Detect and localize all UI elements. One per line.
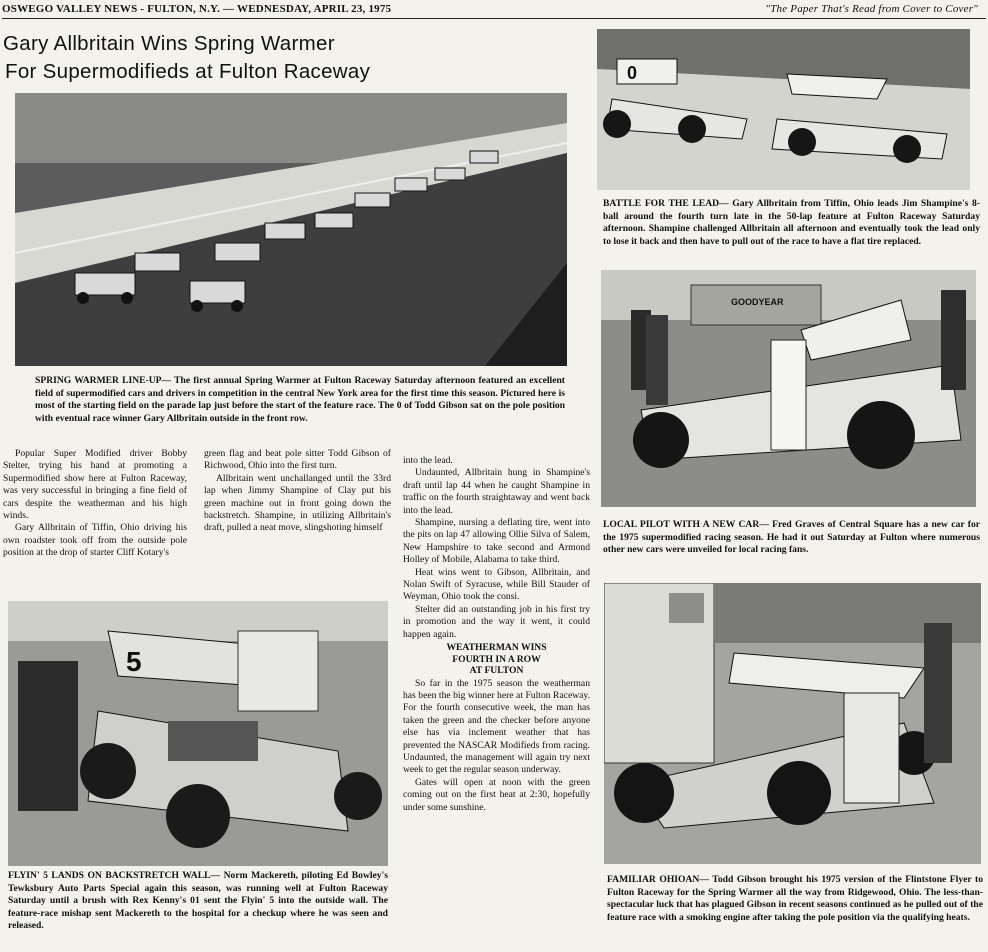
masthead-slogan: "The Paper That's Read from Cover to Cover" (765, 3, 978, 15)
caption-flyin-5 (8, 870, 388, 933)
battle-car-number: 0 (627, 63, 638, 83)
article-paragraph: green flag and beat pole sitter Todd Gibson of Richwood, Ohio into the first turn. (204, 448, 391, 472)
subhead-line: FOURTH IN A ROW (452, 653, 541, 665)
article-paragraph: Undaunted, Allbritain hung in Shampine's draft until lap 44 when he caught Shampine in traffic on the fourth straightaway and went back into the lead. (403, 467, 590, 516)
caption-lineup (35, 375, 565, 425)
caption-pilot-text: Fred Graves of Central Square has a new car for the 1975 supermodified racing season. He had it out Saturday at Fulton where numerous other new cars were unveiled for local racing fans. (603, 519, 980, 555)
caption-flyin-lead: FLYIN' 5 LANDS ON BACKSTRETCH WALL— (8, 870, 221, 881)
article-subhead (403, 642, 590, 677)
article-paragraph: Allbritain went unchallanged until the 33rd lap when Jimmy Shampine of Clay put his green machine out in front going down the backstretch. Shampine, in utilizing Allbritain's draft, pulled a neat move, slingshoting himself (204, 472, 391, 534)
article-paragraph: Gates will open at noon with the green coming out on the first heat at 2:30, hopefully under some sunshine. (403, 776, 590, 813)
caption-ohioan-lead: FAMILIAR OHIOAN— (607, 874, 709, 885)
article-paragraph: Shampine, nursing a deflating tire, went into the pits on lap 47 allowing Ollie Silva of Salem, New Hampshire to take second and Armond Holley of Mobile, Alabama to take third. (403, 517, 590, 566)
article-column-3 (403, 455, 590, 814)
article-paragraph: So far in the 1975 season the weatherman has been the big winner here at Fulton Raceway. For the fourth consecutive week, the man has taken the green and the checker before anyone else has via inclement weather that has prevented the NASCAR Modifieds from racing. Undaunted, the management will again try next week to get the regular season underway. (403, 677, 590, 776)
article-paragraph: into the lead. (403, 455, 453, 466)
masthead-dateline: OSWEGO VALLEY NEWS - FULTON, N.Y. — WEDNESDAY, APRIL 23, 1975 (2, 3, 392, 15)
photo-familiar-ohioan (604, 583, 981, 864)
caption-lineup-lead: SPRING WARMER LINE-UP— (35, 375, 172, 386)
caption-battle-text: Gary Allbritain from Tiffin, Ohio leads Jim Shampine's 8-ball around the fourth turn late in the 50-lap feature at Fulton Raceway Saturday afternoon. Shampine challenged Allbritain all afternoon and eventually took the lead only to lose it back and then have to pull out of the race to have a flat tire replaced. (603, 198, 980, 247)
subhead-line: AT FULTON (469, 665, 524, 677)
article-column-1 (3, 448, 187, 560)
article-paragraph: Gary Allbritain of Tiffin, Ohio driving his own roadster took off from the outside pole position at the drop of starter Cliff Kotary's (3, 522, 187, 559)
subhead-line: WEATHERMAN WINS (446, 642, 547, 654)
masthead (2, 2, 986, 19)
caption-lineup-text: The first annual Spring Warmer at Fulton Raceway Saturday afternoon featured an excellent field of supermodified cars and drivers in competition in the central New York area for the first time this season. Pictured here is most of the starting field on the parade lap just before the start of the feature race. The 0 of Todd Gibson sat on the pole position with eventual race winner Gary Allbritain outside in the front row. (35, 375, 565, 424)
caption-pilot-lead: LOCAL PILOT WITH A NEW CAR— (603, 519, 769, 530)
caption-battle (603, 198, 980, 248)
article-paragraph: Heat wins went to Gibson, Allbritain, and Nolan Swift of Syracuse, while Bill Stauder of Weyman, Ohio took the consi. (403, 566, 590, 603)
article-paragraph: Popular Super Modified driver Bobby Stelter, trying his hand at promoting a Supermodified show here at Fulton Raceway, was very successful in bringing a fine field of cars despite the weatherman and his high winds. (3, 448, 187, 522)
headline (3, 30, 593, 86)
caption-familiar-ohioan (607, 874, 983, 924)
caption-flyin-text: Norm Mackereth, piloting Ed Bowley's Tewksbury Auto Parts Special again this season, was running well at Fulton Raceway Saturday until a brush with Rex Kenny's 01 sent the Flyin' 5 into the outside wall. The feature-race mishap sent Mackereth to the hospital for a checkup where he was seen and released. (8, 870, 388, 931)
article-column-2 (204, 448, 391, 535)
caption-battle-lead: BATTLE FOR THE LEAD— (603, 198, 729, 209)
headline-line-1: Gary Allbritain Wins Spring Warmer (3, 32, 335, 55)
photo-lineup (15, 93, 567, 366)
photo-local-pilot (601, 270, 976, 507)
flyin-car-number: 5 (126, 646, 142, 677)
caption-local-pilot (603, 519, 980, 557)
photo-flyin-5 (8, 601, 388, 866)
caption-ohioan-text: Todd Gibson brought his 1975 version of the Flintstone Flyer to Fulton Raceway for the Spring Warmer all the way from Ridgewood, Ohio. The less-than-spectacular luck that has plagued Gibson in recent seasons continued as he pulled out of the feature race with a smoking engine after taking the pole position via the qualifying heats. (607, 874, 983, 923)
photo-battle (597, 29, 970, 190)
headline-line-2: For Supermodifieds at Fulton Raceway (5, 60, 371, 83)
goodyear-banner: GOODYEAR (731, 297, 784, 307)
article-paragraph: Stelter did an outstanding job in his first try in promotion and the way it went, it could happen again. (403, 603, 590, 640)
